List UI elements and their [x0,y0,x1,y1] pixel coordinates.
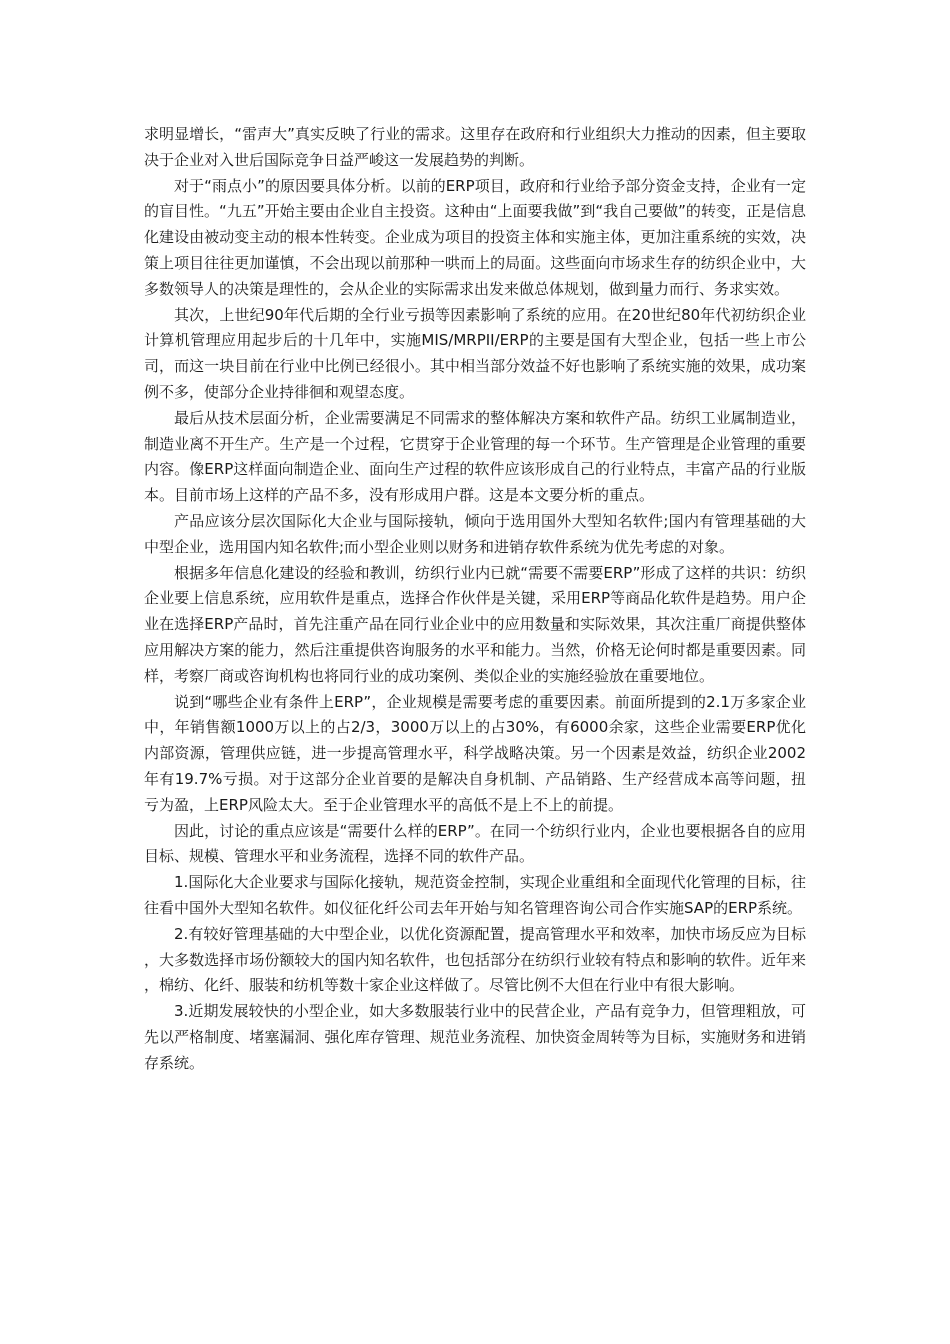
paragraph-taolun-zhongdian: 因此，讨论的重点应该是“需要什么样的ERP”。在同一个纺织行业内，企业也要根据各自的应用目标、规模、管理水平和业务流程，选择不同的软件产品。 [144,821,806,866]
list-item-2: 2.有较好管理基础的大中型企业，以优化资源配置，提高管理水平和效率，加快市场反应为目标，大多数选择市场份额较大的国内知名软件，也包括部分在纺织行业较有特点和影响的软件。近年来，棉纺、化纤、服装和纺机等数十家企业这样做了。尽管比例不大但在行业中有很大影响。 [144,924,806,995]
paragraph-yudianxiao: 对于“雨点小”的原因要具体分析。以前的ERP项目，政府和行业给予部分资金支持，企业有一定的盲目性。“九五”开始主要由企业自主投资。这种由“上面要我做”到“我自己要做”的转变，正是信息化建设由被动变主动的根本性转变。企业成为项目的投资主体和实施主体，更加注重系统的实效，决策上项目往往更加谨慎，不会出现以前那种一哄而上的局面。这些面向市场求生存的纺织企业中，大多数领导人的决策是理性的，会从企业的实际需求出发来做总体规划，做到量力而行、务求实效。 [144,176,806,298]
document-body [144,122,806,1076]
paragraph-continuation: 求明显增长，“雷声大”真实反映了行业的需求。这里存在政府和行业组织大力推动的因素，但主要取决于企业对入世后国际竞争日益严峻这一发展趋势的判断。 [144,125,806,169]
list-item-1: 1.国际化大企业要求与国际化接轨，规范资金控制，实现企业重组和全面现代化管理的目标，往往看中国外大型知名软件。如仪征化纤公司去年开始与知名管理咨询公司合作实施SAP的ERP系统。 [144,873,806,917]
paragraph-jishu: 最后从技术层面分析，企业需要满足不同需求的整体解决方案和软件产品。纺织工业属制造业，制造业离不开生产。生产是一个过程，它贯穿于企业管理的每一个环节。生产管理是企业管理的重要内容。像ERP这样面向制造企业、面向生产过程的软件应该形成自己的行业特点，丰富产品的行业版本。目前市场上这样的产品不多，没有形成用户群。这是本文要分析的重点。 [144,408,806,505]
paragraph-qici: 其次，上世纪90年代后期的全行业亏损等因素影响了系统的应用。在20世纪80年代初纺织企业计算机管理应用起步后的十几年中，实施MIS/MRPII/ERP的主要是国有大型企业，包括一些上市公司，而这一块目前在行业中比例已经很小。其中相当部分效益不好也影响了系统实施的效果，成功案例不多，使部分企业持徘徊和观望态度。 [144,305,806,401]
paragraph-chanpin-cengci: 产品应该分层次国际化大企业与国际接轨，倾向于选用国外大型知名软件;国内有管理基础的大中型企业，选用国内知名软件;而小型企业则以财务和进销存软件系统为优先考虑的对象。 [144,511,806,556]
paragraph-qiye-tiaojian: 说到“哪些企业有条件上ERP”，企业规模是需要考虑的重要因素。前面所提到的2.1万多家企业中，年销售额1000万以上的占2/3，3000万以上的占30%，有6000余家，这些企业需要ERP优化内部资源，管理供应链，进一步提高管理水平，科学战略决策。另一个因素是效益，纺织企业2002年有19.7%亏损。对于这部分企业首要的是解决自身机制、产品销路、生产经营成本高等问题，扭亏为盈，上ERP风险太大。至于企业管理水平的高低不是上不上的前提。 [144,692,806,814]
paragraph-gongshi: 根据多年信息化建设的经验和教训，纺织行业内已就“需要不需要ERP”形成了这样的共识：纺织企业要上信息系统，应用软件是重点，选择合作伙伴是关键，采用ERP等商品化软件是趋势。用户企业在选择ERP产品时，首先注重产品在同行业企业中的应用数量和实际效果，其次注重厂商提供整体应用解决方案的能力，然后注重提供咨询服务的水平和能力。当然，价格无论何时都是重要因素。同样，考察厂商或咨询机构也将同行业的成功案例、类似企业的实施经验放在重要地位。 [144,563,806,685]
list-item-3: 3.近期发展较快的小型企业，如大多数服装行业中的民营企业，产品有竞争力，但管理粗放，可先以严格制度、堵塞漏洞、强化库存管理、规范业务流程、加快资金周转等为目标，实施财务和进销存系统。 [144,1002,806,1072]
